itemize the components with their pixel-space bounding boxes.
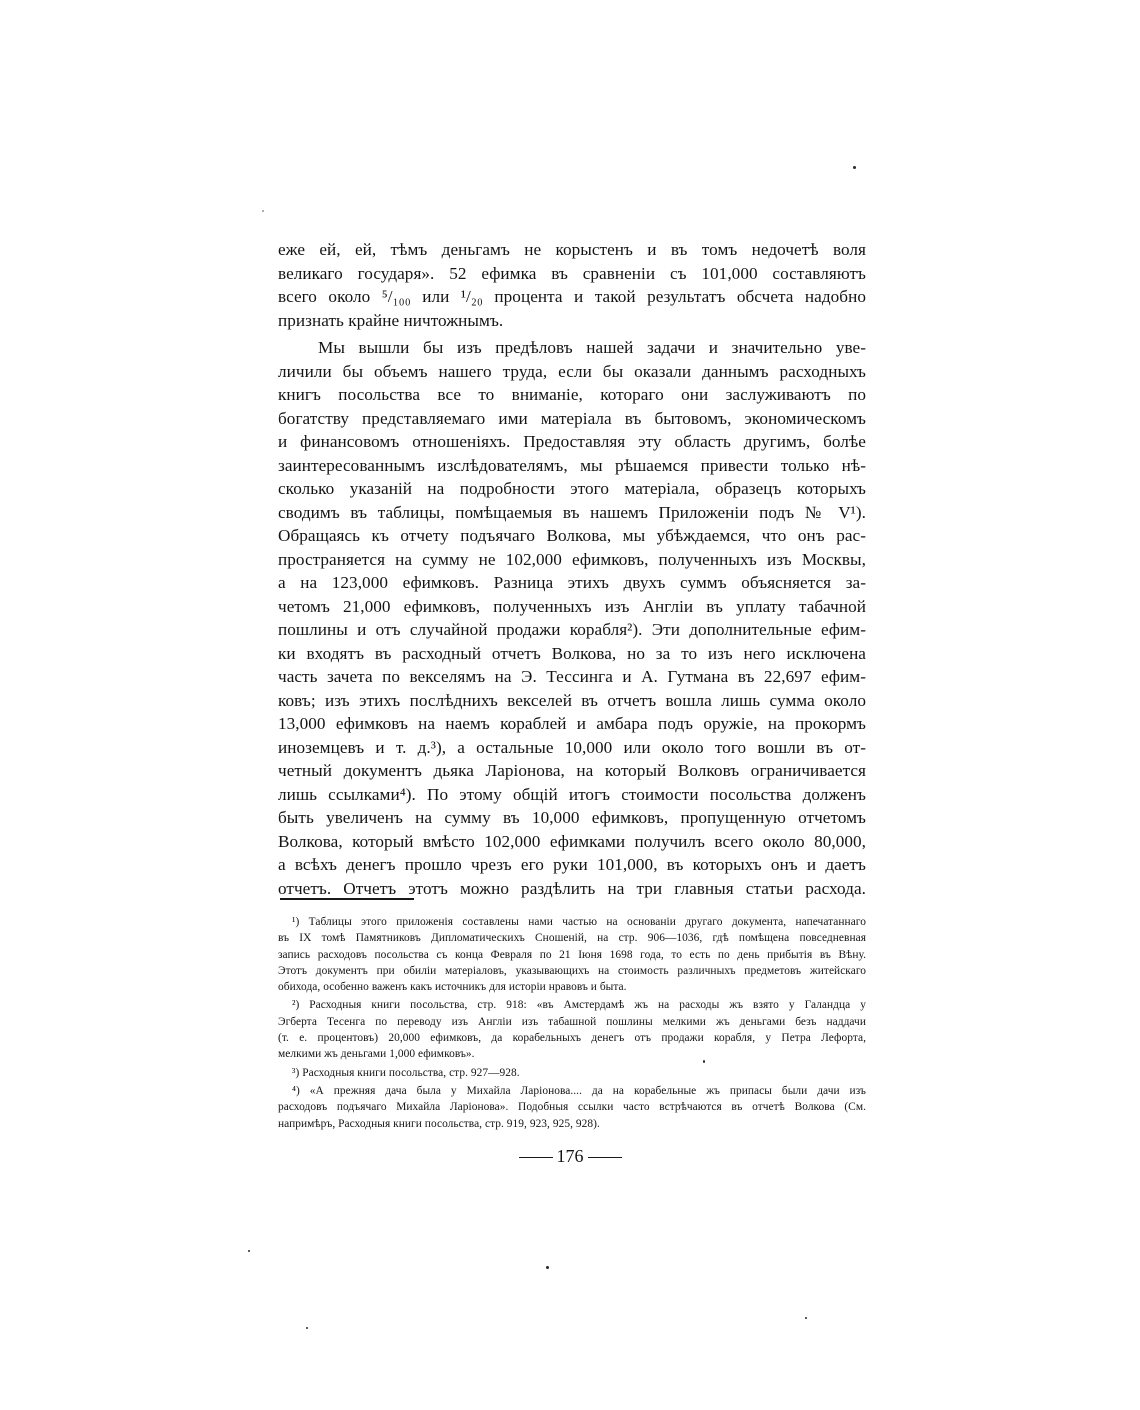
footnote-line: ²) Расходныя книги посольства, стр. 918: «въ Амстердамѣ жъ на расходы жъ взято у Галандца у xyxy=(292,999,866,1012)
scan-speck xyxy=(703,1060,705,1063)
page-number-value: 176 xyxy=(556,1146,584,1166)
footnotes xyxy=(278,914,866,1132)
text-line: пошлины и отъ случайной продажи корабля²). Эти дополнительные ефим- xyxy=(278,620,866,639)
footnote-line: въ IX томѣ Памятниковъ Дипломатическихъ Сношеній, на стр. 906—1036, гдѣ помѣщена повседневная xyxy=(278,932,866,945)
footnote-line: мелкими жъ деньгами 1,000 ефимковъ». xyxy=(278,1048,475,1061)
text-line: а на 123,000 ефимковъ. Разница этихъ двухъ суммъ объясняется за- xyxy=(278,573,866,592)
text-line: заинтересованнымъ изслѣдователямъ, мы рѣшаемся привести только нѣ- xyxy=(278,455,866,475)
text-line: четный документъ дьяка Ларіонова, на который Волковъ ограничивается xyxy=(278,761,866,780)
page-number-right-dash xyxy=(588,1157,622,1158)
text-line: личили бы объемъ нашего труда, если бы оказали даннымъ расходныхъ xyxy=(278,361,866,381)
text-line: быть увеличенъ на сумму въ 10,000 ефимковъ, пропущенную отчетомъ xyxy=(278,808,866,827)
main-text xyxy=(278,238,866,900)
footnote-line: Этотъ документъ при обиліи матеріаловъ, указывающихъ на стоимость различныхъ предметовъ житейскаго xyxy=(278,964,866,977)
text-line: еже ей, ей, тѣмъ деньгамъ не корыстенъ и въ томъ недочетѣ воля xyxy=(278,240,866,259)
text-line: Обращаясь къ отчету подъячаго Волкова, мы убѣждаемся, что онъ рас- xyxy=(278,526,866,545)
text-line: признать крайне ничтожнымъ. xyxy=(278,310,504,330)
footnote-line: ¹) Таблицы этого приложенія составлены нами частью на основаніи другаго документа, напечатаннаго xyxy=(292,916,866,928)
text-line: ковъ; изъ этихъ послѣднихъ векселей въ отчетъ вошла лишь сумма около xyxy=(278,690,866,710)
text-line: сколько указаній на подробности этого матеріала, образецъ которыхъ xyxy=(278,479,866,498)
text-line: и финансовомъ отношеніяхъ. Предоставляя эту область другимъ, болѣе xyxy=(278,432,866,451)
text-line: богатству представляемаго ими матеріала въ бытовомъ, экономическомъ xyxy=(278,408,866,428)
footnote-line: Эгберта Тесенга по переводу изъ Англіи изъ табашной пошлины мелкими жъ деньгами безъ наддачи xyxy=(278,1015,866,1028)
footnote-line: расходовъ подъячаго Михайла Ларіонова». Подобныя ссылки часто встрѣчаются въ отчетѣ Волкова (См. xyxy=(278,1101,866,1114)
text-line: отчетъ. Отчетъ этотъ можно раздѣлить на три главныя статьи расхода. xyxy=(278,878,866,898)
footnote-line: ⁴) «А прежняя дача была у Михайла Ларіонова.... да на корабельные жъ припасы были дачи изъ xyxy=(292,1084,866,1097)
scan-speck xyxy=(853,166,856,169)
scan-speck xyxy=(306,1327,308,1329)
footnote-line: обихода, особенно важенъ какъ источникъ для исторіи нравовъ и быта. xyxy=(278,981,627,994)
footnote-line: напримѣръ, Расходныя книги посольства, стр. 919, 923, 925, 928). xyxy=(278,1117,600,1130)
text-line: великаго государя». 52 ефимка въ сравненіи съ 101,000 составляютъ xyxy=(278,263,866,283)
text-line: пространяется на сумму не 102,000 ефимковъ, полученныхъ изъ Москвы, xyxy=(278,549,866,569)
text-line: сводимъ въ таблицы, помѣщаемыя въ нашемъ Приложеніи подъ № V¹). xyxy=(278,502,866,522)
text-line: иноземцевъ и т. д.³), а остальные 10,000 или около того вошли въ от- xyxy=(278,737,866,757)
text-line: а всѣхъ денегъ прошло чрезъ его руки 101,000, въ которыхъ онъ и даетъ xyxy=(278,855,866,874)
page-number xyxy=(510,1144,630,1168)
footnote-line: запись расходовъ посольства съ конца Февраля по 21 Іюня 1698 года, то есть по день прибытія въ Вѣну. xyxy=(278,948,866,961)
footnote-separator xyxy=(280,898,414,900)
text-line: лишь ссылками⁴). По этому общій итогъ стоимости посольства долженъ xyxy=(278,784,866,804)
page-number-left-dash xyxy=(519,1157,553,1158)
text-line: ки входятъ въ расходный отчетъ Волкова, но за то изъ него исключена xyxy=(278,643,866,663)
footnote-line: (т. е. процентовъ) 20,000 ефимковъ, да корабельныхъ денегъ отъ продажи корабля, у Петра Лефорта, xyxy=(278,1032,866,1045)
text-line: 13,000 ефимковъ на наемъ кораблей и амбара подъ оружіе, на прокормъ xyxy=(278,714,866,733)
scan-speck xyxy=(262,210,264,212)
text-line: всего около ⁵/₁₀₀ или ¹/₂₀ процента и такой результатъ обсчета надобно xyxy=(278,287,866,306)
scan-speck xyxy=(248,1250,250,1252)
text-line: часть зачета по векселямъ на Э. Тессинга и А. Гутмана въ 22,697 ефим- xyxy=(278,667,866,686)
scan-speck xyxy=(805,1317,807,1319)
footnote-line: ³) Расходныя книги посольства, стр. 927—928. xyxy=(292,1066,520,1079)
text-line: четомъ 21,000 ефимковъ, полученныхъ изъ Англіи въ уплату табачной xyxy=(278,596,866,616)
text-line: книгъ посольства все то вниманіе, котораго они заслуживаютъ по xyxy=(278,385,866,404)
scan-speck xyxy=(546,1266,549,1269)
text-line: Мы вышли бы изъ предѣловъ нашей задачи и значительно уве- xyxy=(318,338,866,357)
text-line: Волкова, который вмѣсто 102,000 ефимками получилъ всего около 80,000, xyxy=(278,831,866,851)
